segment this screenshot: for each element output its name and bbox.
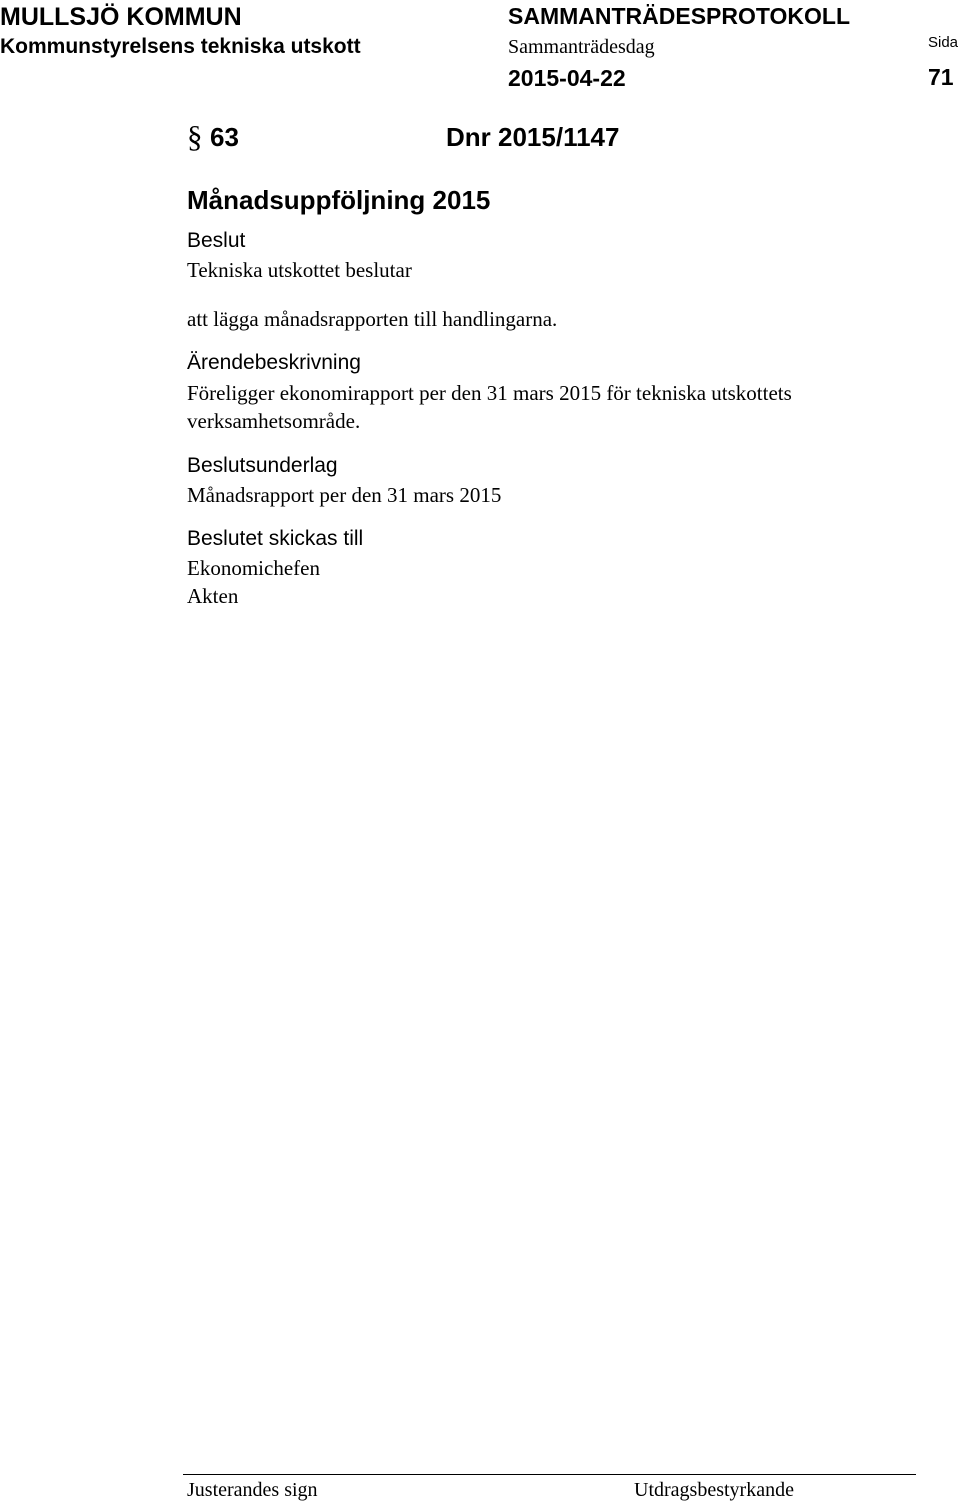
recipient-list	[187, 554, 320, 610]
committee-name: Kommunstyrelsens tekniska utskott	[0, 35, 361, 58]
beslutsunderlag-text: Månadsrapport per den 31 mars 2015	[187, 483, 502, 507]
arendebeskrivning-heading: Ärendebeskrivning	[187, 351, 361, 374]
document-type: SAMMANTRÄDESPROTOKOLL	[508, 3, 851, 29]
page-label: Sida	[928, 34, 959, 51]
beslut-heading: Beslut	[187, 229, 246, 252]
page-number: 71	[928, 64, 954, 90]
beslut-text: att lägga månadsrapporten till handlingarna.	[187, 307, 558, 331]
item-title: Månadsuppföljning 2015	[187, 185, 491, 215]
skickas-till-heading: Beslutet skickas till	[187, 527, 364, 550]
footer-certification-label: Utdragsbestyrkande	[634, 1479, 794, 1501]
beslut-intro: Tekniska utskottet beslutar	[187, 258, 412, 282]
diary-number: Dnr 2015/1147	[446, 122, 620, 152]
section-number: 63	[210, 122, 239, 152]
beslutsunderlag-heading: Beslutsunderlag	[187, 454, 338, 477]
footer-signature-label: Justerandes sign	[187, 1479, 318, 1501]
meeting-date-label: Sammanträdesdag	[508, 36, 655, 58]
paragraph-symbol: §	[187, 119, 203, 154]
recipient-item: Akten	[187, 584, 239, 608]
recipient-item: Ekonomichefen	[187, 556, 320, 580]
footer-divider	[183, 1474, 916, 1475]
meeting-date: 2015-04-22	[508, 65, 626, 91]
municipality-name: MULLSJÖ KOMMUN	[0, 3, 242, 31]
arendebeskrivning-text: Föreligger ekonomirapport per den 31 mars 2015 för tekniska utskottets verksamhetsområde.	[187, 381, 792, 433]
